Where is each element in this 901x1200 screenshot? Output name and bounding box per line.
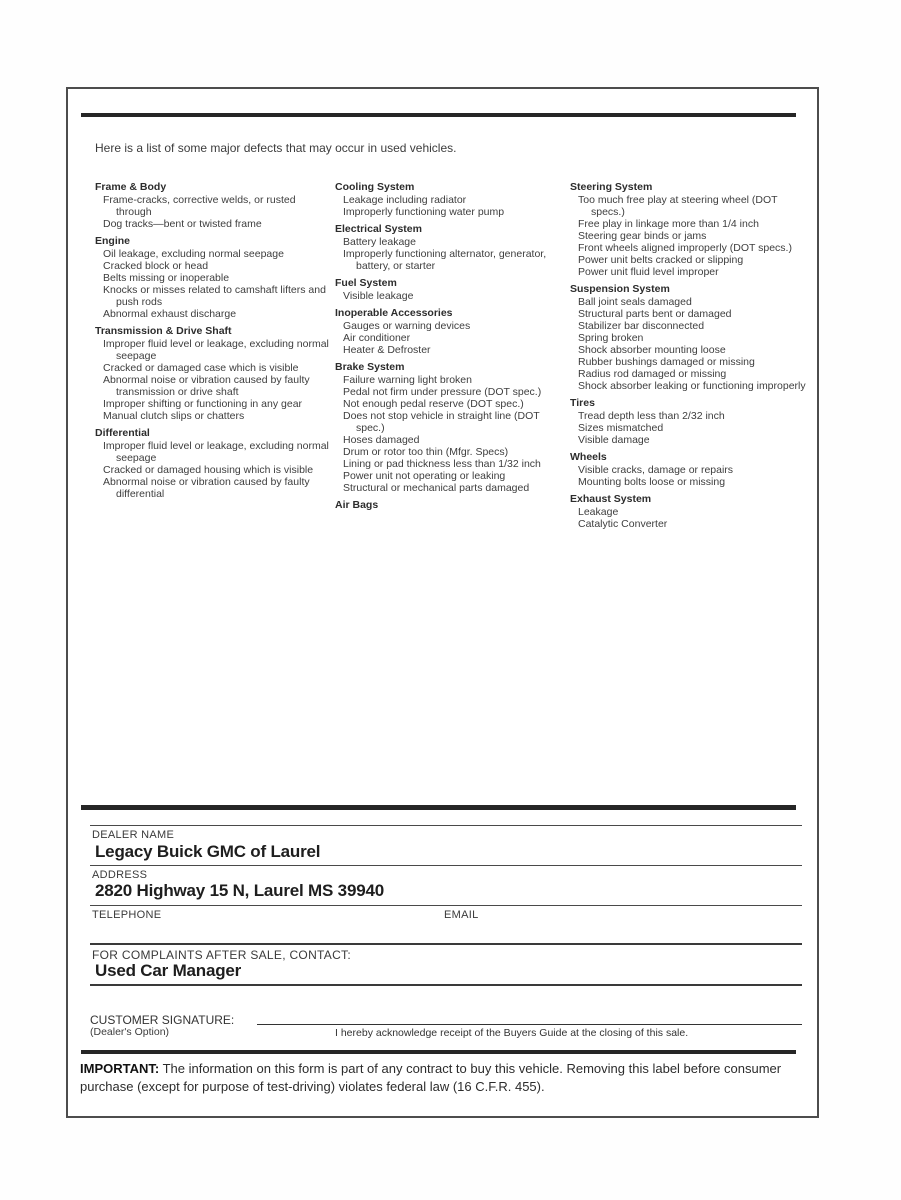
complaints-label: FOR COMPLAINTS AFTER SALE, CONTACT: (92, 948, 351, 962)
defect-item: Improperly functioning alternator, generator, battery, or starter (343, 248, 547, 272)
defect-item: Front wheels aligned improperly (DOT specs.) (578, 242, 792, 254)
defect-section (335, 181, 566, 218)
defect-section (95, 325, 331, 422)
defect-category-heading: Tires (570, 397, 595, 409)
defect-item: Spring broken (578, 332, 644, 344)
defect-category-heading: Frame & Body (95, 181, 167, 193)
customer-signature-label: CUSTOMER SIGNATURE: (90, 1013, 235, 1027)
dealer-section-divider (81, 805, 796, 810)
customer-signature-line (257, 1024, 802, 1025)
defect-item: Cracked block or head (103, 260, 209, 272)
defect-item: Heater & Defroster (343, 344, 431, 356)
defect-item: Abnormal noise or vibration caused by faulty differential (103, 476, 310, 500)
defect-item: Catalytic Converter (578, 518, 668, 530)
defect-item: Free play in linkage more than 1/4 inch (578, 218, 759, 230)
complaints-underline (90, 984, 802, 986)
defect-item: Tread depth less than 2/32 inch (578, 410, 725, 422)
defect-section (335, 277, 566, 302)
defect-item: Stabilizer bar disconnected (578, 320, 705, 332)
defect-section (95, 427, 331, 500)
defect-item: Abnormal noise or vibration caused by faulty transmission or drive shaft (103, 374, 310, 398)
address-underline (90, 905, 802, 906)
defect-item: Lining or pad thickness less than 1/32 inch (343, 458, 541, 470)
defect-category-heading: Inoperable Accessories (335, 307, 453, 319)
email-label: EMAIL (444, 909, 479, 921)
important-text: The information on this form is part of any contract to buy this vehicle. Removing this label before consumer purchase (except for purpose of test-driving) violates federal law (16 C.F.R. 455). (80, 1061, 782, 1094)
top-divider-rule (81, 113, 796, 117)
important-notice (80, 1060, 806, 1095)
defect-item: Manual clutch slips or chatters (103, 410, 245, 422)
dealer-name-top-line (90, 825, 802, 826)
defect-section (570, 451, 807, 488)
address-label: ADDRESS (92, 869, 148, 881)
defect-item: Battery leakage (343, 236, 416, 248)
defect-item: Improper shifting or functioning in any gear (103, 398, 303, 410)
defect-item: Visible leakage (343, 290, 414, 302)
defect-item: Pedal not firm under pressure (DOT spec.) (343, 386, 542, 398)
telephone-label: TELEPHONE (92, 909, 162, 921)
defect-item: Air conditioner (343, 332, 411, 344)
defect-category-heading: Transmission & Drive Shaft (95, 325, 232, 337)
important-section-divider (81, 1050, 796, 1054)
defect-item: Does not stop vehicle in straight line (DOT spec.) (343, 410, 540, 434)
defect-item: Power unit belts cracked or slipping (578, 254, 744, 266)
defect-category-heading: Differential (95, 427, 150, 439)
complaints-value: Used Car Manager (95, 961, 242, 980)
defect-category-heading: Brake System (335, 361, 405, 373)
defect-item: Leakage including radiator (343, 194, 467, 206)
defects-intro-text: Here is a list of some major defects that may occur in used vehicles. (95, 141, 457, 155)
defect-category-heading: Air Bags (335, 499, 379, 511)
defect-category-heading: Steering System (570, 181, 653, 193)
defect-item: Frame-cracks, corrective welds, or rusted through (103, 194, 296, 218)
defect-item: Rubber bushings damaged or missing (578, 356, 755, 368)
important-label: IMPORTANT: (80, 1061, 160, 1076)
defect-item: Dog tracks—bent or twisted frame (103, 218, 262, 230)
defect-item: Structural parts bent or damaged (578, 308, 732, 320)
defect-category-heading: Fuel System (335, 277, 397, 289)
defect-item: Steering gear binds or jams (578, 230, 707, 242)
defect-item: Drum or rotor too thin (Mfgr. Specs) (343, 446, 509, 458)
defect-item: Cracked or damaged case which is visible (103, 362, 299, 374)
defect-section (95, 181, 331, 230)
defect-item: Visible damage (578, 434, 650, 446)
defect-item: Shock absorber mounting loose (578, 344, 726, 356)
defect-item: Mounting bolts loose or missing (578, 476, 726, 488)
defect-item: Belts missing or inoperable (103, 272, 230, 284)
defect-category-heading: Suspension System (570, 283, 670, 295)
defect-item: Ball joint seals damaged (578, 296, 692, 308)
defect-item: Cracked or damaged housing which is visible (103, 464, 314, 476)
defect-item: Radius rod damaged or missing (578, 368, 727, 380)
defect-item: Oil leakage, excluding normal seepage (103, 248, 284, 260)
defects-column-3 (570, 181, 807, 535)
defect-item: Hoses damaged (343, 434, 420, 446)
defects-column-1 (95, 181, 331, 505)
defect-section (335, 223, 566, 272)
defect-item: Failure warning light broken (343, 374, 472, 386)
defect-category-heading: Exhaust System (570, 493, 652, 505)
defect-section (570, 493, 807, 530)
dealers-option-note: (Dealer's Option) (90, 1026, 170, 1038)
address-value: 2820 Highway 15 N, Laurel MS 39940 (95, 881, 384, 900)
defect-item: Power unit not operating or leaking (343, 470, 506, 482)
defect-category-heading: Wheels (570, 451, 607, 463)
defect-item: Power unit fluid level improper (578, 266, 719, 278)
defect-item: Leakage (578, 506, 619, 518)
defect-item: Abnormal exhaust discharge (103, 308, 237, 320)
defect-category-heading: Electrical System (335, 223, 422, 235)
dealer-name-value: Legacy Buick GMC of Laurel (95, 842, 321, 861)
defect-category-heading: Cooling System (335, 181, 415, 193)
defect-item: Improperly functioning water pump (343, 206, 505, 218)
defect-section (95, 235, 331, 320)
defect-item: Not enough pedal reserve (DOT spec.) (343, 398, 524, 410)
defect-section (570, 397, 807, 446)
defect-item: Visible cracks, damage or repairs (578, 464, 734, 476)
defect-item: Improper fluid level or leakage, excluding normal seepage (103, 338, 329, 362)
defect-item: Shock absorber leaking or functioning improperly (578, 380, 806, 392)
dealer-name-underline (90, 865, 802, 866)
defect-section (570, 283, 807, 392)
defect-item: Knocks or misses related to camshaft lifters and push rods (103, 284, 326, 308)
defect-item: Improper fluid level or leakage, excluding normal seepage (103, 440, 329, 464)
defect-item: Structural or mechanical parts damaged (343, 482, 530, 494)
defect-category-heading: Engine (95, 235, 131, 247)
acknowledgment-text: I hereby acknowledge receipt of the Buyers Guide at the closing of this sale. (335, 1027, 689, 1039)
dealer-name-label: DEALER NAME (92, 829, 175, 841)
defect-item: Gauges or warning devices (343, 320, 471, 332)
defect-section (335, 499, 566, 512)
form-border-box (66, 87, 819, 1118)
defect-section (335, 361, 566, 494)
defects-column-2 (335, 181, 566, 517)
defect-section (335, 307, 566, 356)
defect-item: Sizes mismatched (578, 422, 664, 434)
defect-section (570, 181, 807, 278)
defect-item: Too much free play at steering wheel (DOT specs.) (578, 194, 778, 218)
complaints-top-line (90, 943, 802, 945)
